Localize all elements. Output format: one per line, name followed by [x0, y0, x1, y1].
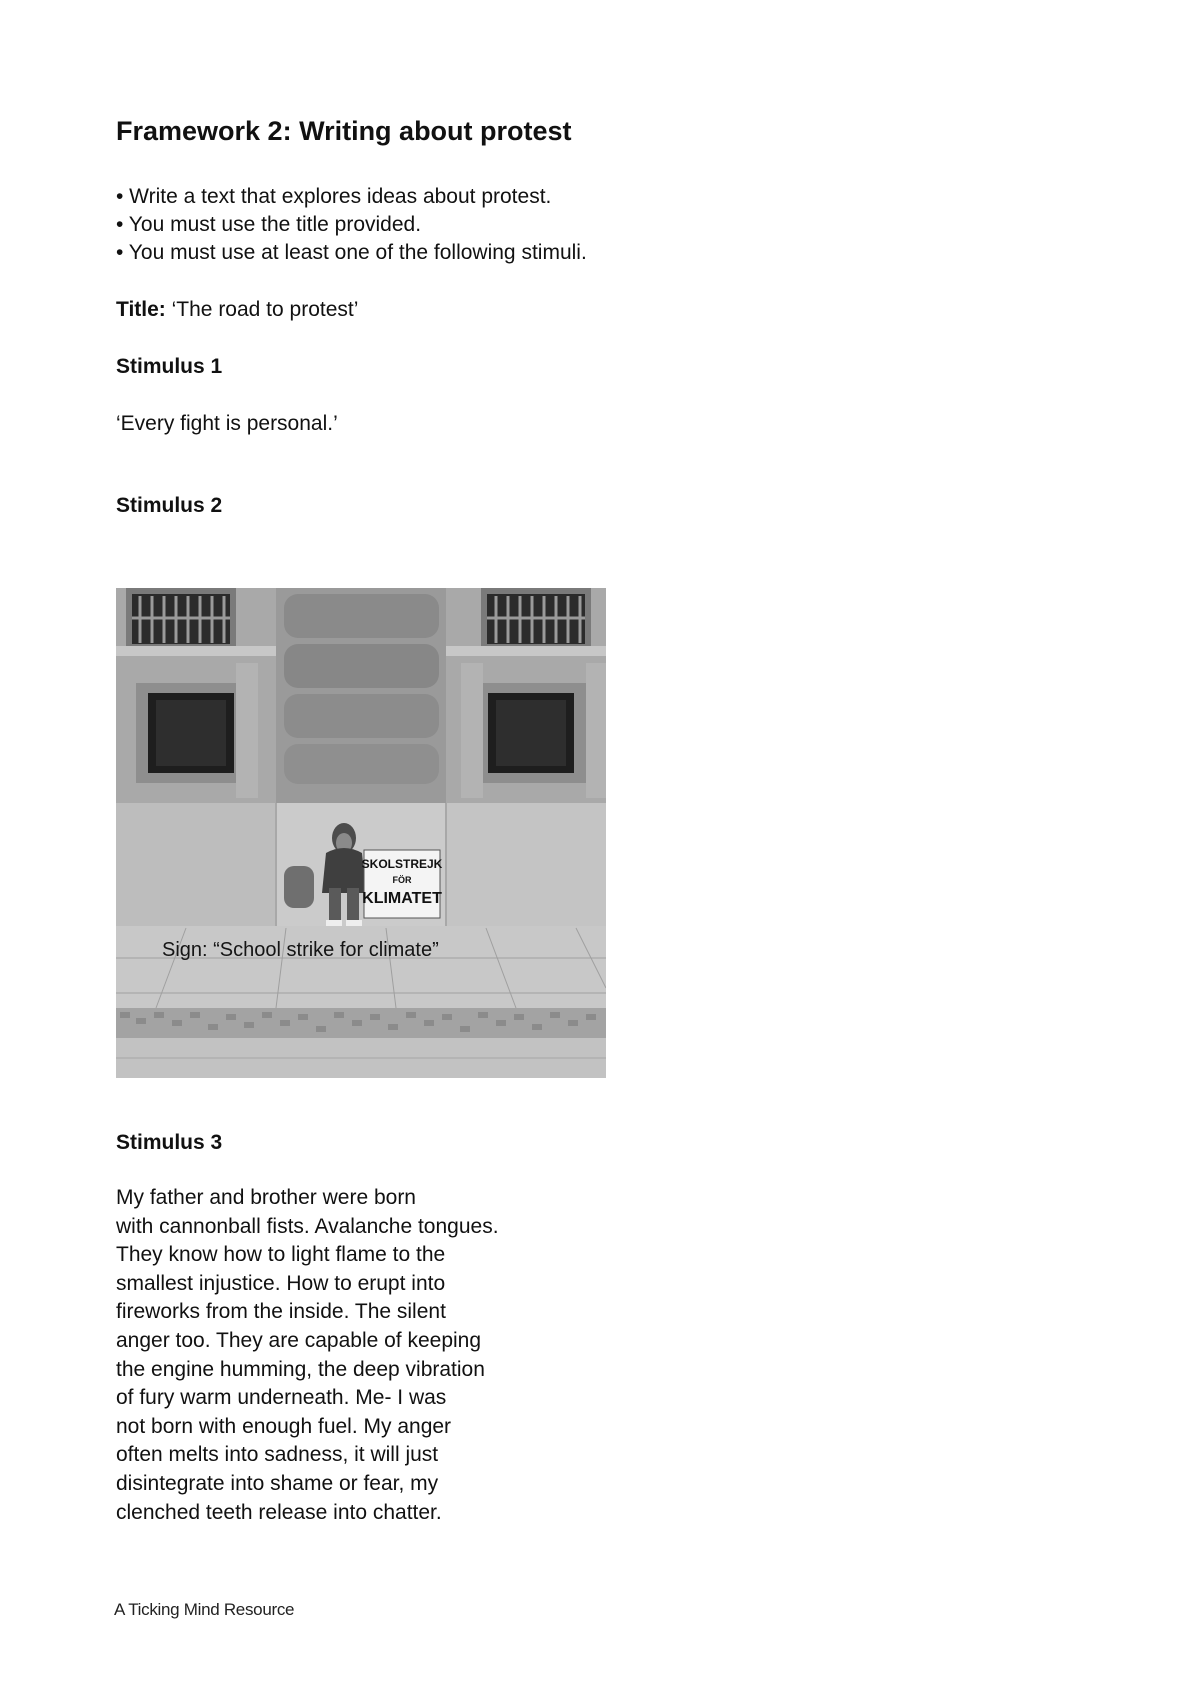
page-title: Framework 2: Writing about protest — [116, 116, 572, 146]
instruction-item: • You must use at least one of the following stimuli. — [116, 241, 587, 264]
footer-credit: A Ticking Mind Resource — [114, 1600, 295, 1619]
sign-text-top: SKOLSTREJK — [361, 857, 443, 871]
poem-line: My father and brother were born — [116, 1186, 416, 1209]
sign-text-bottom: KLIMATET — [362, 890, 442, 907]
stimulus-2-heading: Stimulus 2 — [116, 494, 223, 517]
poem-line: not born with enough fuel. My anger — [116, 1414, 452, 1438]
poem-line: They know how to light flame to the — [116, 1243, 446, 1267]
poem-line: often melts into sadness, it will just — [116, 1443, 439, 1467]
poem-line: anger too. They are capable of keeping — [116, 1328, 482, 1352]
photo-caption: Sign: “School strike for climate” — [162, 939, 439, 961]
poem-line: the engine humming, the deep vibration — [116, 1357, 485, 1381]
poem-line: fireworks from the inside. The silent — [116, 1300, 446, 1324]
poem-line: disintegrate into shame or fear, my — [116, 1471, 439, 1495]
title-label: Title: — [116, 298, 166, 321]
instruction-item: • You must use the title provided. — [116, 213, 422, 236]
stimulus-1-quote: ‘Every fight is personal.’ — [116, 412, 338, 435]
poem-line: smallest injustice. How to erupt into — [116, 1271, 446, 1295]
sign-text-mid: FÖR — [392, 875, 412, 885]
instruction-item: • Write a text that explores ideas about protest. — [116, 185, 552, 208]
protest-photo — [116, 588, 606, 1078]
poem-line: with cannonball fists. Avalanche tongues. — [116, 1214, 499, 1238]
title-line — [116, 298, 358, 322]
poem — [116, 1184, 499, 1527]
stimulus-3-heading: Stimulus 3 — [116, 1131, 223, 1154]
instruction-list — [116, 183, 587, 267]
poem-line: of fury warm underneath. Me- I was — [116, 1386, 447, 1410]
title-value: ‘The road to protest’ — [165, 298, 359, 321]
stimulus-1-heading: Stimulus 1 — [116, 355, 223, 378]
poem-line: clenched teeth release into chatter. — [116, 1500, 442, 1524]
